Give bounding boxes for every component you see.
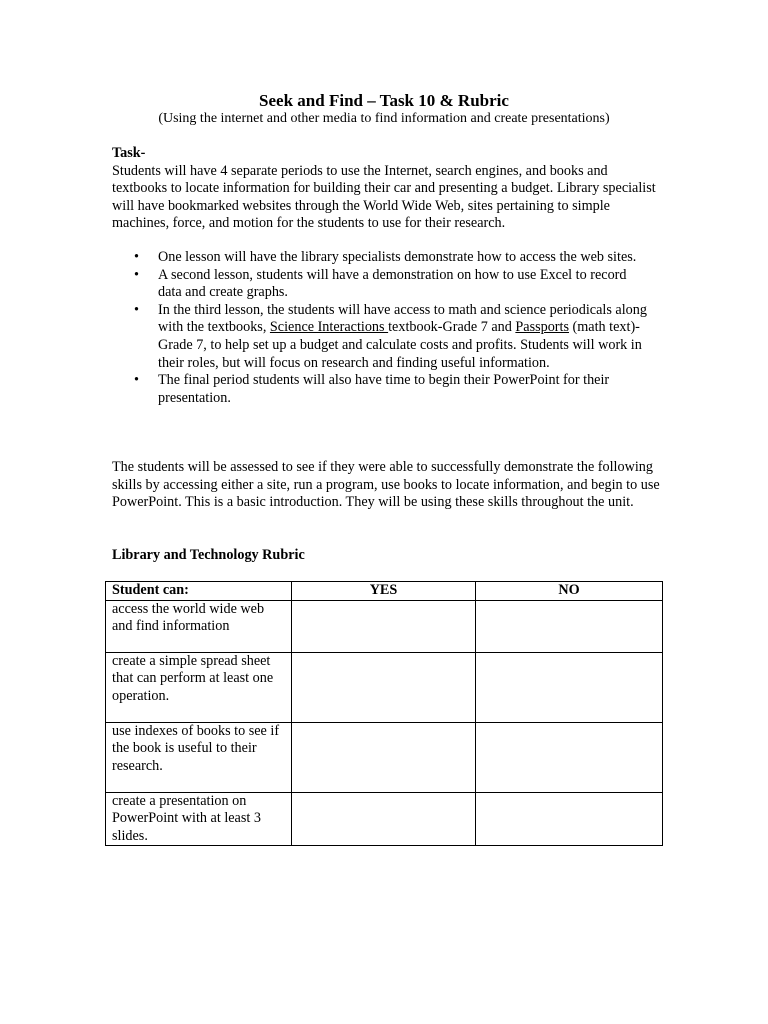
list-item <box>112 372 652 407</box>
bullet-text: One lesson will have the library specialists demonstrate how to access the web sites. <box>158 249 637 265</box>
bullet-text-part: (math text)-Grade 7, to help set up a budget and calculate costs and profits. Students will work in their roles, but will focus on research and finding useful information. <box>158 319 642 371</box>
bullet-text-part: In the third lesson, the students will have access to math and science periodicals along with the textbooks, <box>158 301 647 336</box>
rubric-heading: Library and Technology Rubric <box>112 547 305 563</box>
list-item <box>112 249 652 267</box>
assessment-paragraph: The students will be assessed to see if they were able to successfully demonstrate the following skills by accessing either a site, run a program, use books to locate information, and begin to use PowerPoint. This is a basic introduction. They will be using these skills throughout the unit. <box>112 459 660 511</box>
table-row <box>106 652 663 722</box>
bullet-text-part: textbook-Grade 7 and <box>388 319 516 336</box>
bullet-text: The final period students will also have time to begin their PowerPoint for their presentation. <box>158 372 610 406</box>
yes-cell <box>292 792 476 846</box>
skill-cell: access the world wide web and find information <box>106 600 292 652</box>
column-header-yes: YES <box>292 582 476 601</box>
bullet-icon: • <box>134 266 139 283</box>
table-row <box>106 600 663 652</box>
bullet-text <box>158 302 647 371</box>
column-header-student-can: Student can: <box>106 582 292 601</box>
yes-cell <box>292 600 476 652</box>
no-cell <box>476 652 663 722</box>
rubric-table <box>105 581 663 846</box>
skill-cell: create a simple spread sheet that can perform at least one operation. <box>106 652 292 722</box>
skill-cell: use indexes of books to see if the book is useful to their research. <box>106 722 292 792</box>
book-title-passports: Passports <box>515 319 569 336</box>
skill-cell: create a presentation on PowerPoint with at least 3 slides. <box>106 792 292 846</box>
list-item <box>112 267 652 302</box>
bullet-text: A second lesson, students will have a demonstration on how to use Excel to record data and create graphs. <box>158 266 627 301</box>
bullet-icon: • <box>134 372 139 389</box>
column-header-no: NO <box>476 582 663 601</box>
page-subtitle: (Using the internet and other media to find information and create presentations) <box>158 111 610 126</box>
table-header-row <box>106 582 663 601</box>
bullet-icon: • <box>134 249 139 265</box>
task-section <box>112 145 664 233</box>
task-heading: Task- <box>112 145 146 161</box>
bullet-icon: • <box>134 301 139 318</box>
task-intro-paragraph: Students will have 4 separate periods to use the Internet, search engines, and books and textbooks to locate information for building their car and presenting a budget. Library specialist will have bookmarked websites through the World Wide Web, sites pertaining to simple machines, force, and motion for the students to use for their research. <box>112 162 656 232</box>
book-title-science-interactions: Science Interactions <box>269 319 389 336</box>
page-title: Seek and Find – Task 10 & Rubric <box>259 91 509 110</box>
lesson-bullet-list <box>112 249 652 407</box>
yes-cell <box>292 652 476 722</box>
no-cell <box>476 600 663 652</box>
no-cell <box>476 792 663 846</box>
yes-cell <box>292 722 476 792</box>
list-item <box>112 302 652 372</box>
table-row <box>106 722 663 792</box>
table-row <box>106 792 663 846</box>
no-cell <box>476 722 663 792</box>
